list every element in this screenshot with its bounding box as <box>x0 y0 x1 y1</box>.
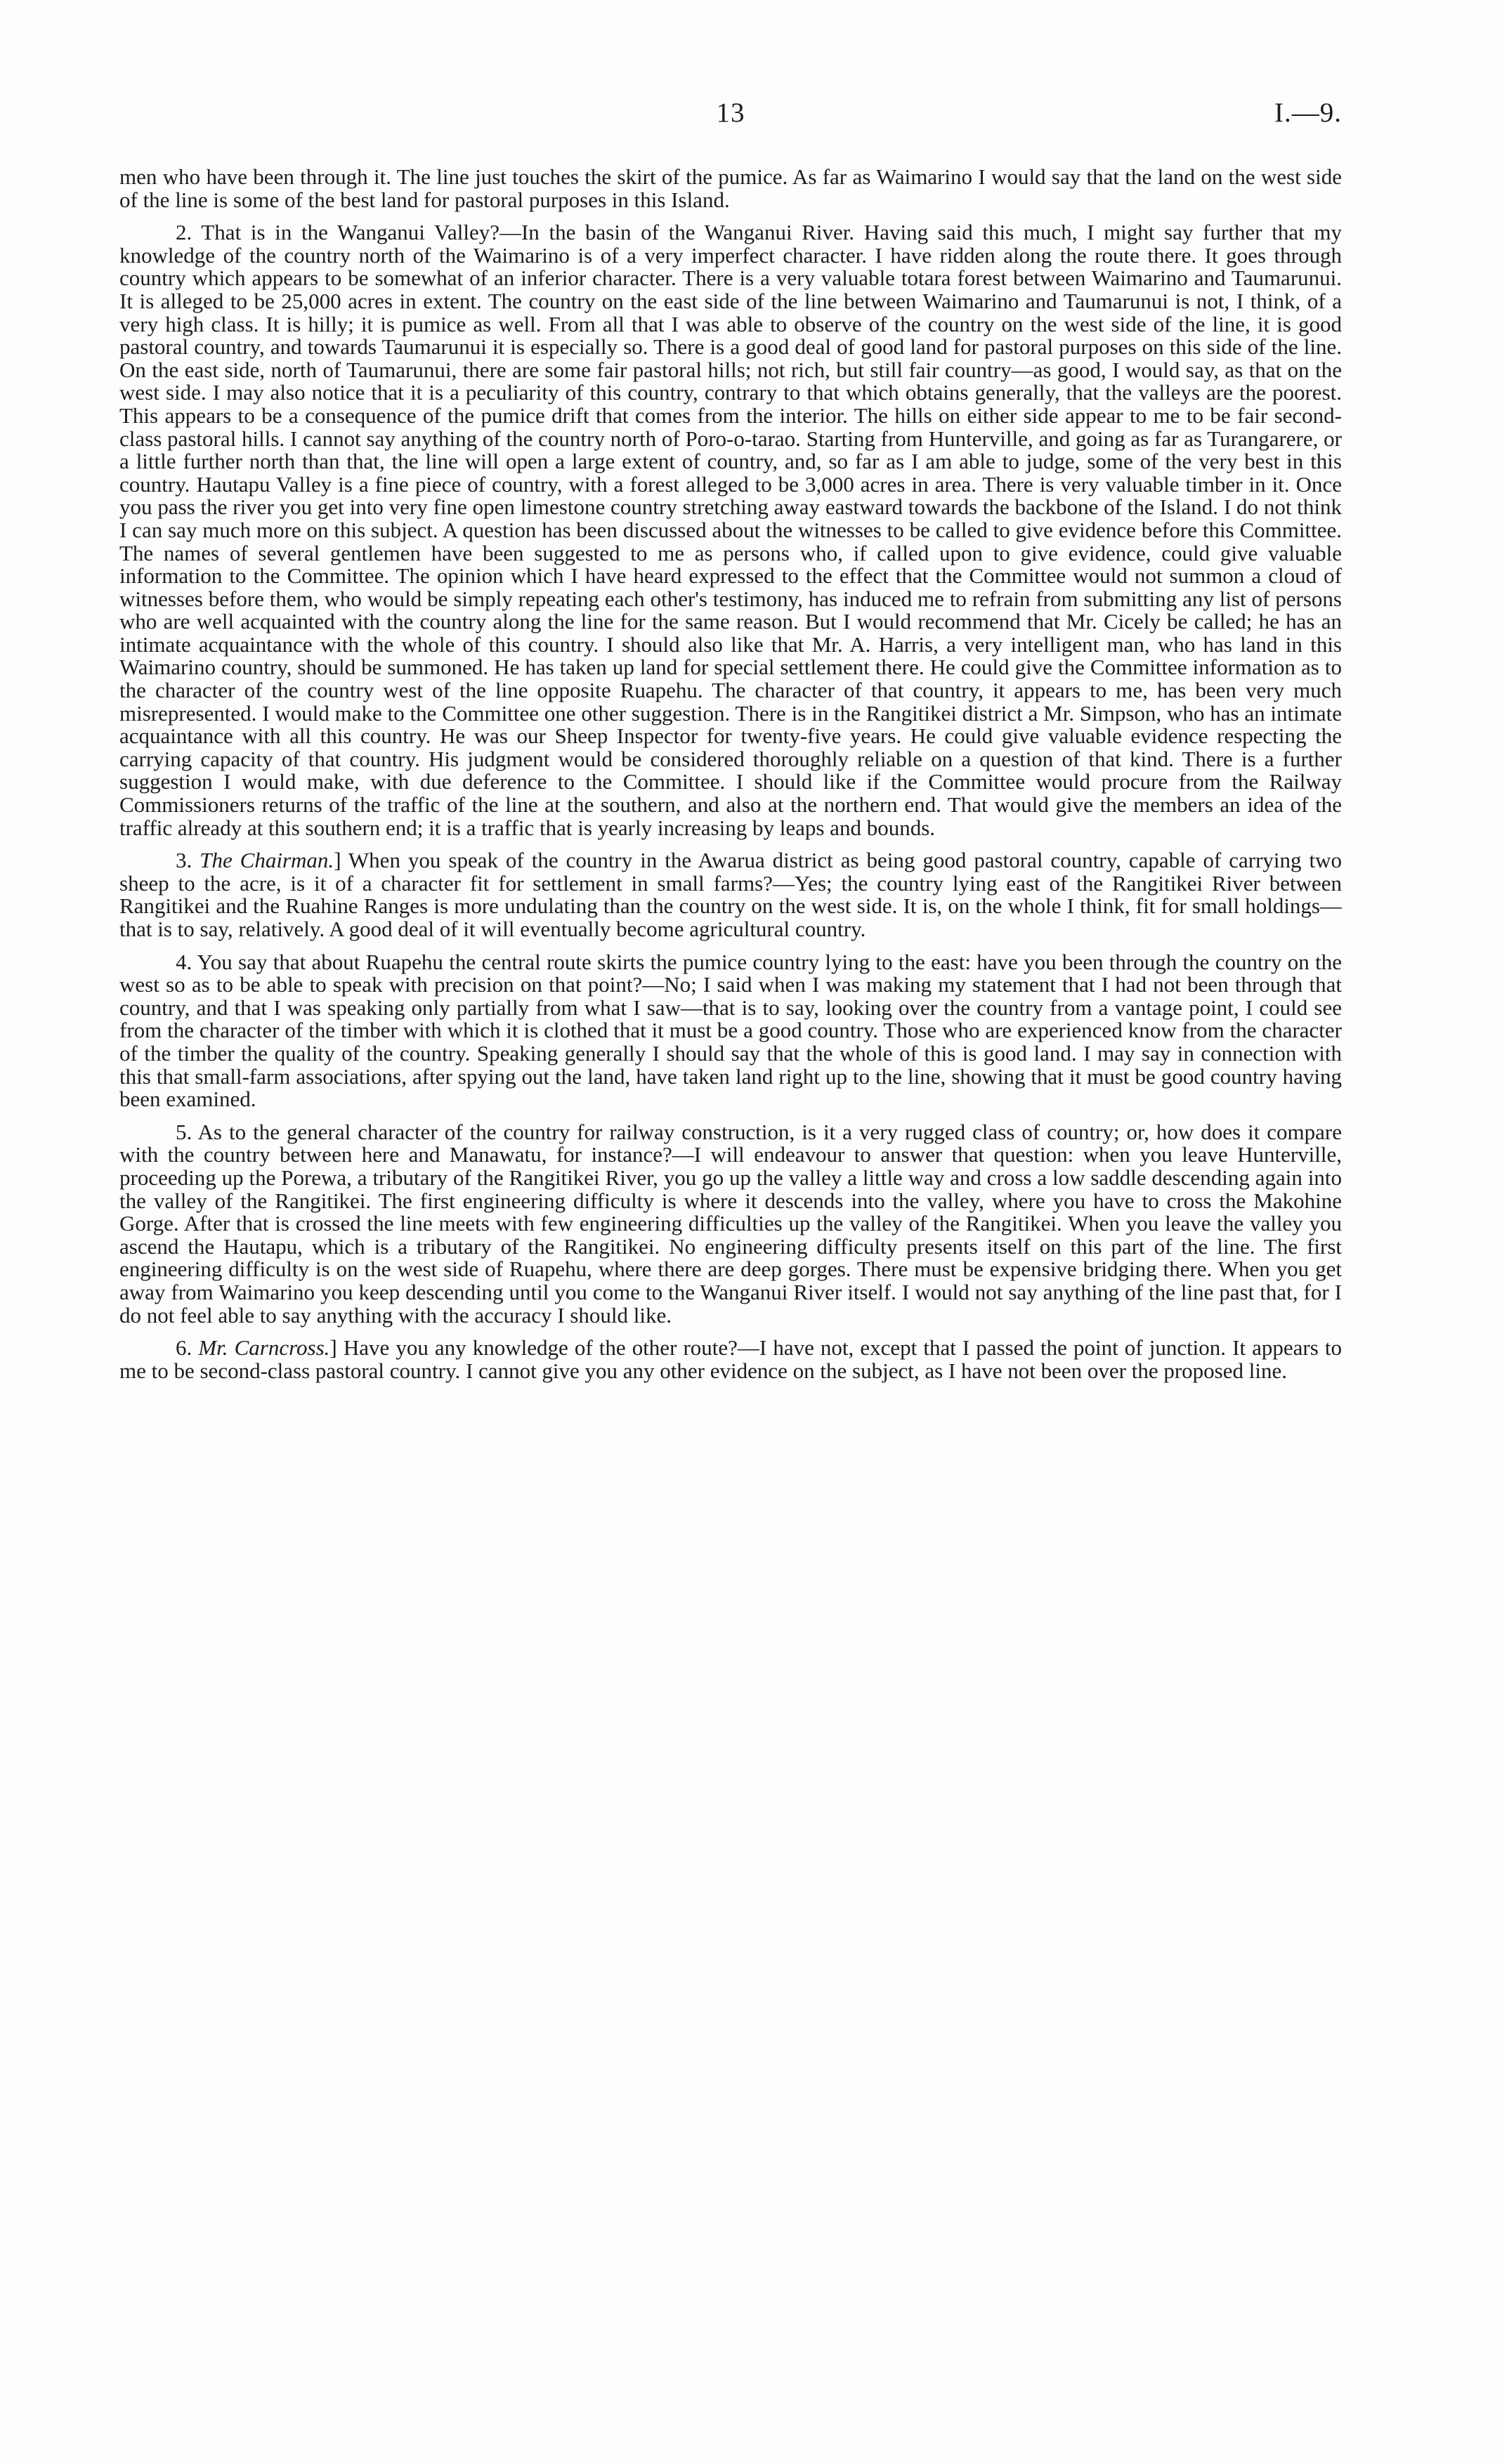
question-number: 5. <box>176 1119 192 1144</box>
paragraph-text: When you speak of the country in the Awarua district as being good pastoral country, capable of carrying two sheep to the acre, is it of a character fit for settlement in small farms?—Yes; the country lying east of the Rangitikei River between Rangitikei and the Ruahine Ranges is more undulating than the country on the west side. It is, on the whole I think, fit for small holdings—that is to say, relatively. A good deal of it will eventually become agricultural country. <box>119 848 1342 941</box>
paragraph-text: men who have been through it. The line just touches the skirt of the pumice. As far as Waimarino I would say that the land on the west side of the line is some of the best land for pastoral purposes in this Island. <box>119 164 1342 212</box>
paragraph-text: That is in the Wanganui Valley?—In the basin of the Wanganui River. Having said this much, I might say further that my knowledge of the country north of the Waimarino is of a very imperfect character. I have ridden along the route there. It goes through country which appears to be somewhat of an inferior character. There is a very valuable totara forest between Waimarino and Taumarunui. It is alleged to be 25,000 acres in extent. The country on the east side of the line between Waimarino and Taumarunui is not, I think, of a very high class. It is hilly; it is pumice as well. From all that I was able to observe of the country on the west side of the line, it is good pastoral country, and towards Taumarunui it is especially so. There is a good deal of good land for pastoral purposes on this side of the line. On the east side, north of Taumarunui, there are some fair pastoral hills; not rich, but still fair country—as good, I would say, as that on the west side. I may also notice that it is a peculiarity of this country, contrary to that which obtains generally, that the valleys are the poorest. This appears to be a consequence of the pumice drift that comes from the interior. The hills on either side appear to me to be fair second-class pastoral hills. I cannot say anything of the country north of Poro-o-tarao. Starting from Hunterville, and going as far as Turangarere, or a little further north than that, the line will open a large extent of country, and, so far as I am able to judge, some of the very best in this country. Hautapu Valley is a fine piece of country, with a forest alleged to be 3,000 acres in area. There is very valuable timber in it. Once you pass the river you get into very fine open limestone country stretching away eastward towards the backbone of the Island. I do not think I can say much more on this subject. A question has been discussed about the witnesses to be called to give evidence before this Committee. The names of several gentlemen have been suggested to me as persons who, if called upon to give evidence, could give valuable information to the Committee. The opinion which I have heard expressed to the effect that the Committee would not summon a cloud of witnesses before them, who would be simply repeating each other's testimony, has induced me to refrain from submitting any list of persons who are well acquainted with the country along the line for the same reason. But I would recommend that Mr. Cicely be called; he has an intimate acquaintance with the whole of this country. I should also like that Mr. A. Harris, a very intelligent man, who has land in this Waimarino country, should be summoned. He has taken up land for special settlement there. He could give the Committee information as to the character of the country west of the line opposite Ruapehu. The character of that country, it appears to me, has been very much misrepresented. I would make to the Committee one other suggestion. There is in the Rangitikei district a Mr. Simpson, who has an intimate acquaintance with all this country. He was our Sheep Inspector for twenty-five years. He could give valuable evidence respecting the carrying capacity of that country. His judgment would be considered thoroughly reliable on a question of that kind. There is a further suggestion I would make, with due deference to the Committee. I should like if the Committee would procure from the Railway Commissioners returns of the traffic of the line at the southern, and also at the northern end. That would give the members an idea of the traffic already at this southern end; it is a traffic that is yearly increasing by leaps and bounds. <box>119 220 1342 840</box>
page-header <box>119 97 1342 139</box>
question-2 <box>119 221 1342 839</box>
paragraph-1 <box>119 166 1342 211</box>
paragraph-text: As to the general character of the country for railway construction, is it a very rugged class of country; or, how does it compare with the country between here and Manawatu, for instance?—I will endeavour to answer that question: when you leave Hunterville, proceeding up the Porewa, a tributary of the Rangitikei River, you go up the valley a little way and cross a low saddle descending again into the valley of the Rangitikei. The first engineering difficulty is where it descends into the valley, where you have to cross the Makohine Gorge. After that is crossed the line meets with few engineering difficulties up the valley of the Rangitikei. When you leave the valley you ascend the Hautapu, which is a tributary of the Rangitikei. No engineering difficulty presents itself on this part of the line. The first engineering difficulty is on the west side of Ruapehu, where there are deep gorges. There must be expensive bridging there. When you get away from Waimarino you keep descending until you come to the Wanganui River itself. I would not say anything of the line past that, for I do not feel able to say anything with the accuracy I should like. <box>119 1119 1342 1328</box>
question-4 <box>119 951 1342 1111</box>
speaker-name: Mr. Carncross. <box>198 1335 330 1361</box>
page-number: 13 <box>716 98 745 128</box>
speaker-name: The Chairman. <box>200 848 334 873</box>
body-text <box>119 166 1342 1392</box>
question-number: 3. <box>176 848 192 873</box>
question-number: 2. <box>176 220 192 245</box>
question-number: 6. <box>176 1335 192 1361</box>
question-3: 3. The Chairman.] When you speak of the country in the Awarua district as being good pastoral country, capable of carrying two sheep to the acre, is it of a character fit for settlement in small farms?—Yes; the country lying east of the Rangitikei River between Rangitikei and the Ruahine Ranges is more undulating than the country on the west side. It is, on the whole I think, fit for small holdings—that is to say, relatively. A good deal of it will eventually become agricultural country. <box>119 848 1342 941</box>
paragraph-text: You say that about Ruapehu the central route skirts the pumice country lying to the east: have you been through the country on the west so as to be able to speak with precision on that point?—No; I said when I was making my statement that I had not been through that country, and that I was speaking only partially from what I saw—that is to say, looking over the country from a vantage point, I could see from the character of the timber with which it is clothed that it must be a good country. Those who are experienced know from the character of the timber the quality of the country. Speaking generally I should say that the whole of this is good land. I may say in connection with this that small-farm associations, after spying out the land, have taken land right up to the line, showing that it must be good country having been examined. <box>119 949 1342 1112</box>
document-reference: I.—9. <box>1274 98 1342 128</box>
question-6: 6. Mr. Carncross.] Have you any knowledge of the other route?—I have not, except that I passed the point of junction. It appears to me to be second-class pastoral country. I cannot give you any other evidence on the subject, as I have not been over the proposed line. <box>119 1335 1343 1383</box>
question-5 <box>119 1121 1342 1327</box>
paragraph-text: Have you any knowledge of the other route?—I have not, except that I passed the point of junction. It appears to me to be second-class pastoral country. I cannot give you any other evidence on the subject, as I have not been over the proposed line. <box>119 1335 1343 1383</box>
question-number: 4. <box>176 949 192 974</box>
